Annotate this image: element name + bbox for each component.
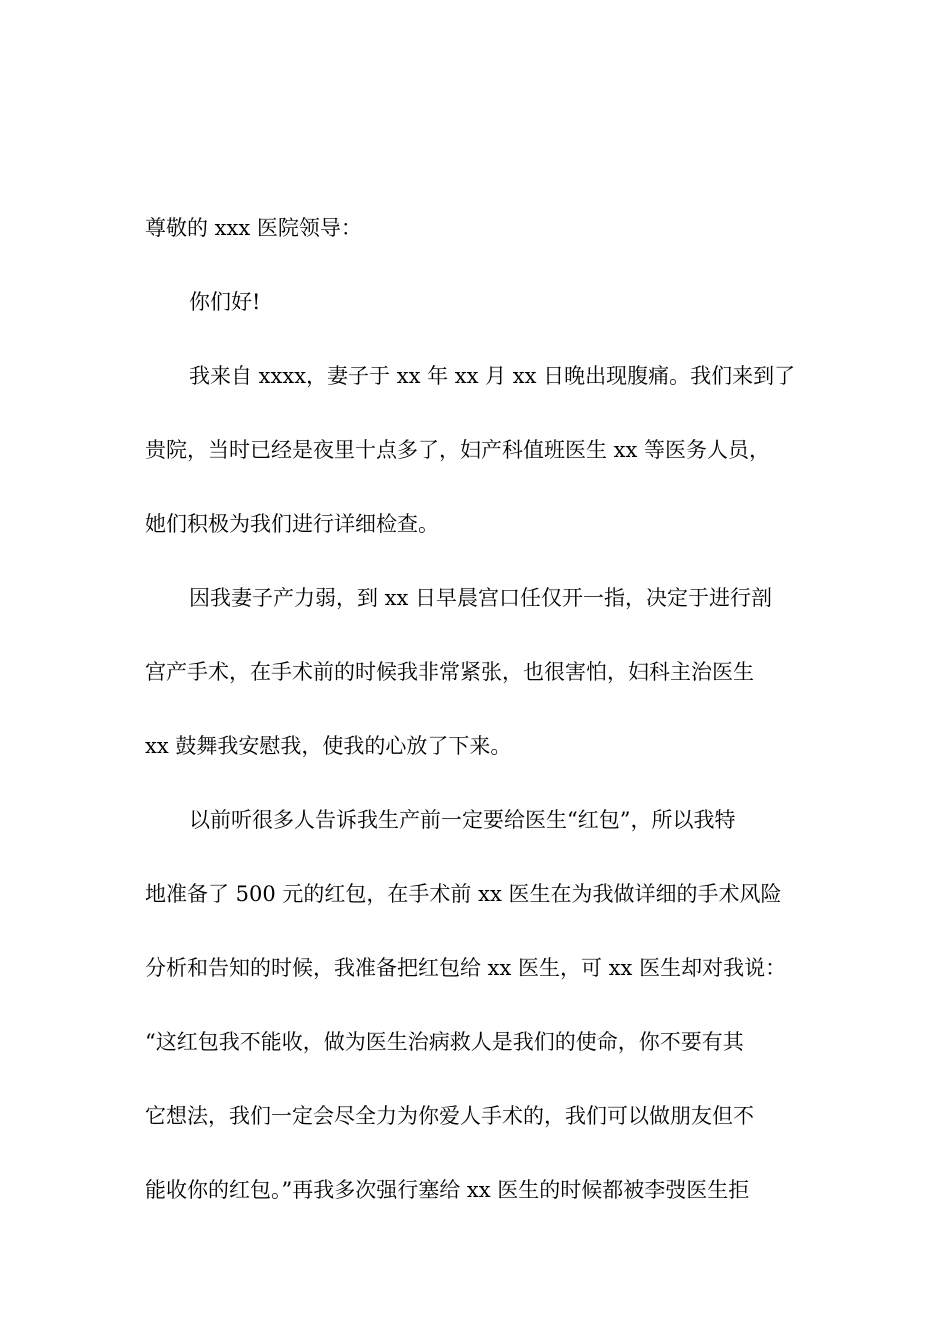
paragraph-line: 地准备了 500 元的红包，在手术前 xx 医生在为我做详细的手术风险 [145,882,782,906]
paragraph-line: 能收你的红包。”再我多次强行塞给 xx 医生的时候都被李弢医生拒 [145,1178,750,1202]
paragraph-line: 分析和告知的时候，我准备把红包给 xx 医生，可 xx 医生却对我说： [145,956,787,980]
paragraph-line: xx 鼓舞我安慰我，使我的心放了下来。 [145,734,512,758]
salutation: 尊敬的 xxx 医院领导： [145,216,362,240]
paragraph-line: 她们积极为我们进行详细检查。 [145,512,439,536]
paragraph-line: “这红包我不能收，做为医生治病救人是我们的使命，你不要有其 [145,1030,744,1054]
paragraph-line: 它想法，我们一定会尽全力为你爱人手术的，我们可以做朋友但不 [145,1104,754,1128]
paragraph-line: 我来自 xxxx，妻子于 xx 年 xx 月 xx 日晚出现腹痛。我们来到了 [189,364,796,388]
paragraph-line: 以前听很多人告诉我生产前一定要给医生“红包”，所以我特 [189,808,736,832]
letter-body [145,208,825,1244]
paragraph-line: 贵院，当时已经是夜里十点多了，妇产科值班医生 xx 等医务人员， [145,438,771,462]
greeting: 你们好! [189,290,261,314]
paragraph-line: 因我妻子产力弱，到 xx 日早晨宫口任仅开一指，决定于进行剖 [189,586,773,610]
paragraph-line: 宫产手术，在手术前的时候我非常紧张，也很害怕，妇科主治医生 [145,660,754,684]
